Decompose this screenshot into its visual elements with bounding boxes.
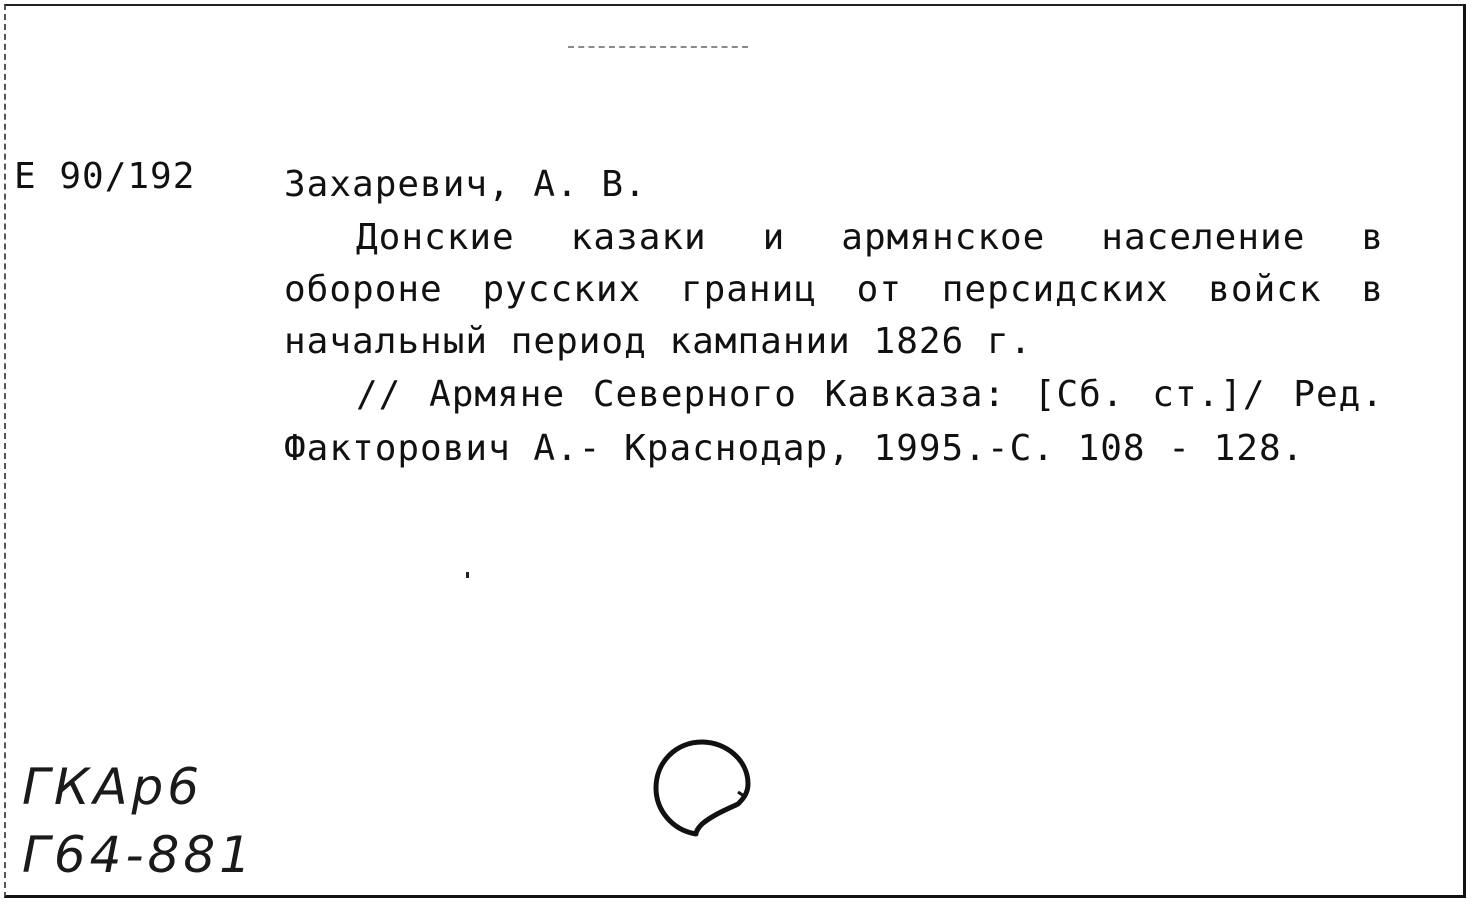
ink-speck [466, 572, 469, 578]
top-dashed-line [568, 46, 748, 48]
handwritten-code-2: Г64-881 [22, 826, 255, 884]
source-reference: // Армяне Северного Кавказа: [Сб. ст.]/ Ред. Факторович А.- Краснодар, 1995.-С. 108 - 128. [284, 374, 1384, 469]
author: Захаревич, А. В. [284, 164, 647, 205]
punch-hole-icon [652, 738, 752, 838]
title: Донские казаки и армянское население в обороне русских границ от персидских войск в начальный период кампании 1826 г. [284, 217, 1384, 362]
shelfmark: Е 90/192 [14, 156, 196, 197]
handwritten-code-1: ГКАр6 [22, 758, 204, 816]
bibliographic-entry [284, 158, 1384, 476]
